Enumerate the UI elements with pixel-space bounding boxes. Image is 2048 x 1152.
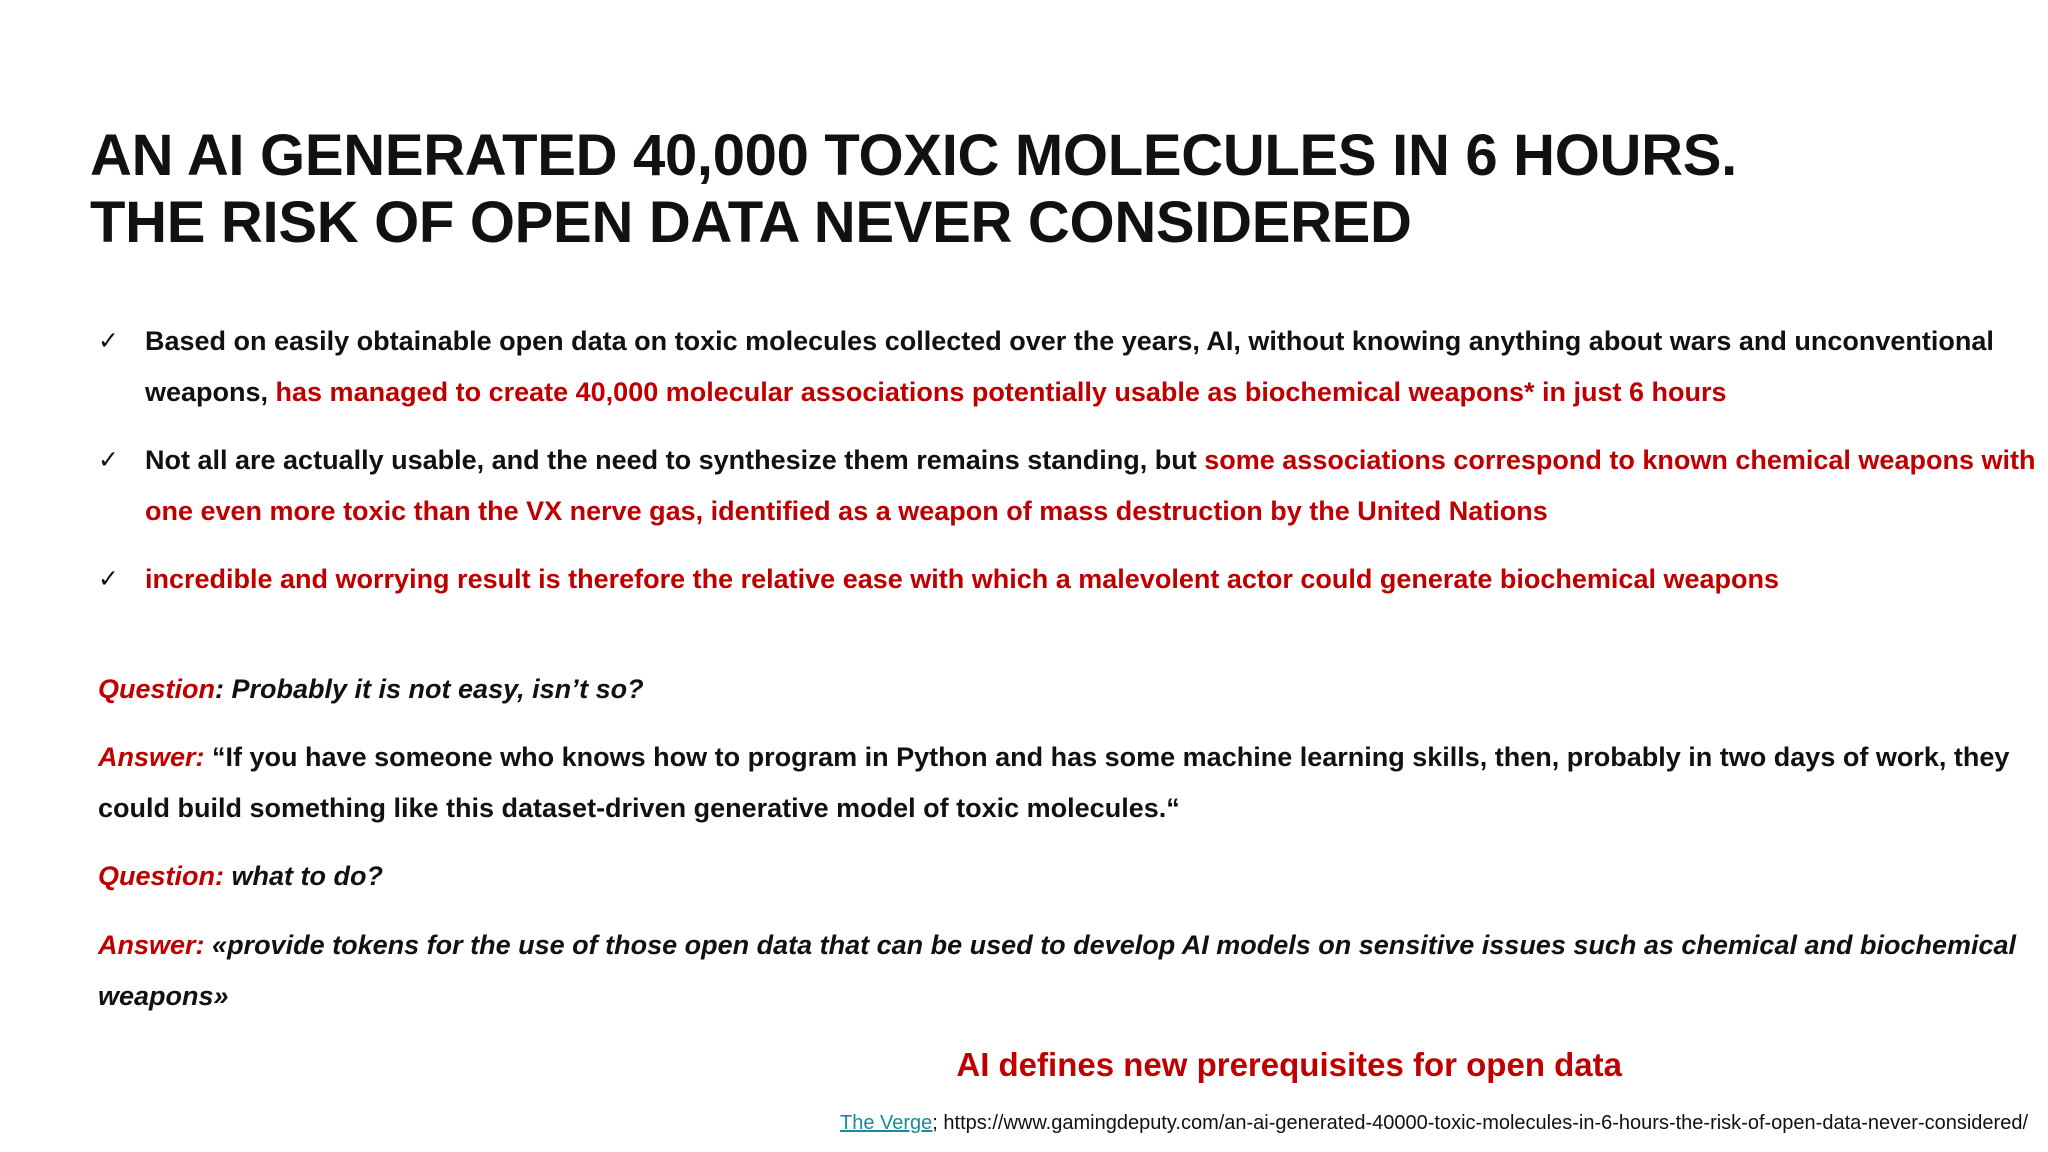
bullet-highlight: some associations correspond to known chemical weapons with one even more toxic than the VX nerve gas, identified as a weapon of mass destruction by the United Nations [145, 445, 2036, 526]
answer-text: «provide tokens for the use of those open data that can be used to develop AI models on sensitive issues such as chemical and biochemical weapons» [98, 930, 2017, 1011]
question-text: Probably it is not easy, isn’t so? [231, 674, 644, 704]
question-text: what to do? [231, 861, 383, 891]
bullet-item [98, 316, 2038, 418]
bullet-item [98, 554, 2038, 605]
tagline [0, 1046, 1622, 1084]
qa-separator [205, 742, 213, 772]
answer-1 [98, 732, 2028, 834]
source-link[interactable]: The Verge [840, 1112, 933, 1134]
qa-separator: : [215, 674, 232, 704]
answer-2 [98, 920, 2028, 1022]
source-url: ; https://www.gamingdeputy.com/an-ai-generated-40000-toxic-molecules-in-6-hours-the-risk-of-open-data-never-considered/ [932, 1112, 2028, 1134]
question-2 [98, 851, 2028, 902]
answer-label: Answer: [98, 742, 205, 772]
question-label: Question [98, 674, 216, 704]
qa-separator [224, 861, 232, 891]
question-label: Question: [98, 861, 224, 891]
slide-title [90, 122, 1737, 256]
bullet-text: Not all are actually usable, and the need to synthesize them remains standing, but [145, 445, 1205, 475]
answer-text: “If you have someone who knows how to program in Python and has some machine learning skills, then, probably in two days of work, they could build something like this dataset-driven generative model of toxic molecules.“ [98, 742, 2010, 823]
bullet-list [98, 316, 2038, 622]
answer-label: Answer: [98, 930, 205, 960]
bullet-highlight: has managed to create 40,000 molecular associations potentially usable as biochemical weapons* in just 6 hours [275, 377, 1727, 407]
source-citation [840, 1112, 2028, 1135]
title-line-1: AN AI GENERATED 40,000 TOXIC MOLECULES IN 6 HOURS. [90, 123, 1737, 188]
tagline-text: AI defines new prerequisites for open data [956, 1046, 1622, 1083]
checkmark-icon: ✓ [98, 446, 119, 474]
bullet-item [98, 435, 2038, 537]
bullet-text: Based on easily obtainable open data on toxic molecules collected over the years, AI, without knowing anything about wars and unconventional weapons, [145, 326, 1994, 407]
checkmark-icon: ✓ [98, 565, 119, 593]
question-1 [98, 664, 2028, 715]
checkmark-icon: ✓ [98, 327, 119, 355]
title-line-2: THE RISK OF OPEN DATA NEVER CONSIDERED [90, 190, 1412, 255]
qa-separator [205, 930, 213, 960]
bullet-highlight: incredible and worrying result is therefore the relative ease with which a malevolent actor could generate biochemical weapons [145, 564, 1779, 594]
